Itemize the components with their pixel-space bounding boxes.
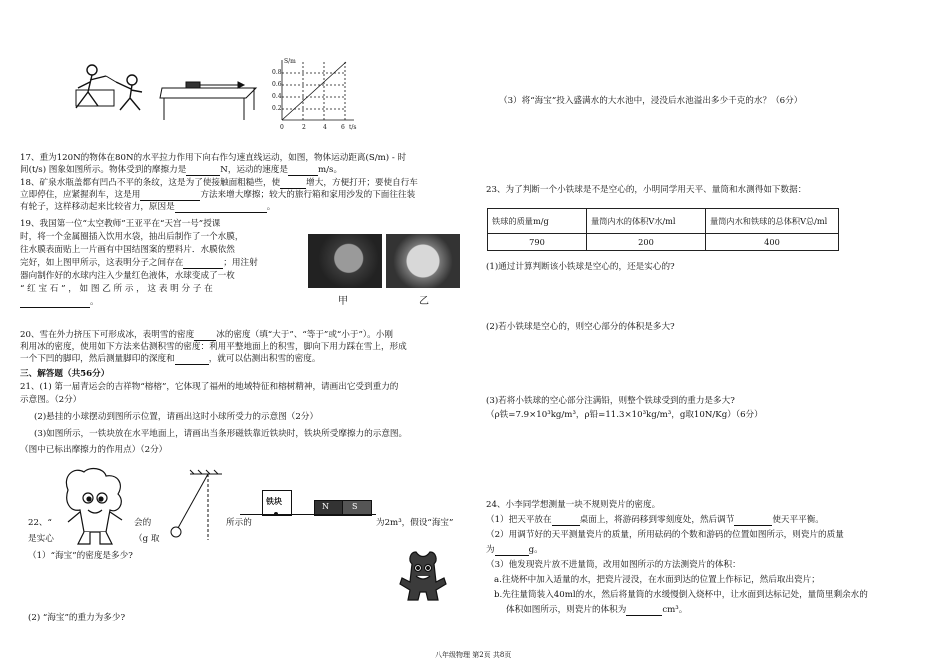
magnet-s-label: S — [352, 502, 358, 511]
tug-figure — [62, 62, 150, 114]
graph-x-tick: 2 — [302, 124, 306, 131]
q22-frag1: 22、“ — [28, 518, 52, 528]
q22-frag3: 所示的 — [226, 518, 252, 528]
q19-line6: “ 红 宝 石 ” ， 如 图 乙 所 示 ， 这 表 明 分 子 在 — [20, 284, 213, 294]
photo-yi — [386, 234, 460, 288]
q22-part3: （3）将“海宝”投入盛满水的大水池中，浸没后水池溢出多少千克的水？（6分） — [499, 96, 803, 106]
q24-step2-answer: 为 g。 — [486, 545, 543, 555]
q19-line5: 器向制作好的水球内注入少量红色液体，水球变成了一枚 — [20, 271, 235, 281]
q18-line3: 有轮子，这样移动起来比较省力，原因是 。 — [20, 202, 276, 212]
table-header-cell: 量筒内水的体积V水/ml — [587, 209, 706, 234]
q22-frag5: 是实心 — [28, 534, 54, 544]
q19-line7: 。 — [20, 297, 99, 308]
graph-x-tick: 6 — [341, 124, 345, 131]
haibao-mascot-figure — [396, 548, 450, 604]
q24-step3b-line2: 体积如图所示，则瓷片的体积为 cm³。 — [506, 605, 688, 615]
q19-line3: 往水膜表面贴上一片画有中国结图案的塑料片．水膜依然 — [20, 245, 235, 255]
q19-line1: 19、我国第一位“太空教师”王亚平在“天宫一号”授课 — [20, 219, 221, 229]
table-cell: 790 — [488, 234, 587, 251]
q19-line2: 时，将一个金属圈插入饮用水袋，抽出后制作了一个水膜， — [20, 232, 244, 242]
q17-line2: 间(t/s) 图象如图所示。物体受到的摩擦力是 N，运动的速度是 m/s。 — [20, 165, 343, 175]
q23-sub1: (1)通过计算判断该小铁球是空心的，还是实心的? — [486, 262, 675, 272]
q18-line1: 18、矿泉水瓶盖都有凹凸不平的条纹，这是为了使接触面粗糙些，使 增大，方便打开；要使自行车 — [20, 178, 418, 188]
q19-line4: 完好，如上图甲所示，这表明分子之间存在 ；用注射 — [20, 258, 258, 268]
q18-line2: 立即停住，应紧握刹车，这是用 方法来增大摩擦；较大的旅行箱和家用沙发的下面往往装 — [20, 190, 416, 200]
ground-line — [240, 514, 376, 515]
table-header-cell: 铁球的质量m/g — [488, 209, 587, 234]
graph-y-label: S/m — [284, 58, 296, 65]
graph-x-tick: 4 — [323, 124, 327, 131]
table-row — [488, 234, 839, 251]
graph-y-tick: 0.4 — [272, 93, 282, 100]
table-header-cell: 量筒内水和铁球的总体积V总/ml — [706, 209, 839, 234]
mascot-rongrong-figure — [60, 466, 130, 548]
graph-y-tick: 0.6 — [272, 81, 282, 88]
q24-step3b-line1: b.先往量筒装入40ml的水，然后将量筒的水缓慢倒入烧杯中，让水面到达标记处，量筒里剩余水的 — [494, 590, 868, 600]
graph-x-tick: 0 — [280, 124, 284, 131]
q22-sub2: (2) “海宝”的重力为多少? — [28, 613, 126, 623]
q21-line2: 示意图。（2分） — [20, 395, 82, 405]
q24-step1: （1）把天平放在 桌面上，将游码移到零刻度处，然后调节 使天平平衡。 — [486, 515, 824, 525]
graph-y-tick: 0.2 — [272, 105, 282, 112]
q24-step2: （2）用调节好的天平测量瓷片的质量，所用砝码的个数和游码的位置如图所示，则瓷片的质量 — [486, 530, 844, 540]
q23-sub2: (2)若小铁球是空心的，则空心部分的体积是多大? — [486, 322, 675, 332]
table-row — [488, 209, 839, 234]
page-footer: 八年级物理 第2页 共8页 — [435, 651, 512, 659]
label-jia: 甲 — [338, 296, 348, 307]
section-3-heading: 三、解答题（共56分） — [20, 369, 110, 379]
friction-point — [274, 512, 278, 516]
q20-line2: 利用冰的密度，使用如下方法来估测积雪的密度：利用平整地面上的积雪，脚向下用力踩在雪上，形成 — [20, 342, 407, 352]
photo-jia — [308, 234, 382, 288]
q22-frag6: （g 取 — [134, 534, 160, 544]
q23-intro: 23、为了判断一个小铁球是不是空心的，小明同学用天平、量筒和水测得如下数据： — [486, 185, 807, 195]
q24-intro: 24、小李同学想测量一块不规则瓷片的密度。 — [486, 500, 661, 510]
label-yi: 乙 — [419, 296, 429, 307]
q21-line4: (3)如图所示，一铁块放在水平地面上，请画出当条形磁铁靠近铁块时，铁块所受摩擦力的示意图。 — [34, 429, 408, 439]
q23-sub3: (3)若将小铁球的空心部分注满铅，则整个铁球受到的重力是多大? — [486, 396, 735, 406]
q24-step3a: a.往烧杯中加入适量的水，把瓷片浸没，在水面到达的位置上作标记，然后取出瓷片； — [494, 575, 820, 585]
iron-block-label: 铁块 — [266, 496, 282, 506]
q23-table — [487, 208, 839, 251]
q22-frag2: 会的 — [134, 518, 152, 528]
pendulum-figure — [160, 470, 226, 544]
q21-line3: (2)悬挂的小球摆动到图所示位置，请画出这时小球所受力的示意图（2分） — [34, 412, 319, 422]
q23-sub3-constants: （ρ铁=7.9×10³kg/m³，ρ铅=11.3×10³kg/m³，g取10N/Kg）（6分） — [486, 410, 763, 420]
graph-y-tick: 0.8 — [272, 69, 282, 76]
magnet-n-label: N — [322, 502, 329, 511]
q20-line1: 20、雪在外力挤压下可形成冰，表明雪的密度 冰的密度（填“大于”、“等于”或“小于”）。小刚 — [20, 330, 393, 340]
table-cell: 200 — [587, 234, 706, 251]
q20-line3: 一个下凹的脚印，然后测量脚印的深度和 ，就可以估测出积雪的密度。 — [20, 354, 321, 364]
block-table-figure — [160, 74, 260, 124]
graph-x-label: t/s — [349, 124, 357, 131]
q22-sub1: （1）“海宝”的密度是多少? — [28, 551, 133, 561]
q21-line5: （图中已标出摩擦力的作用点）（2分） — [20, 445, 168, 455]
q22-frag4: 为2m³，假设“海宝” — [376, 518, 454, 528]
q17-line1: 17、重为120N的物体在80N的水平拉力作用下向右作匀速直线运动，如图，物体运动距离(S/m) - 时 — [20, 153, 407, 163]
q21-line1: 21、(1) 第一届青运会的吉祥物“榕榕”，它体现了福州的地域特征和榕树精神，请画出它受到重力的 — [20, 382, 399, 392]
table-cell: 400 — [706, 234, 839, 251]
q24-step3: （3）他发现瓷片放不进量筒，改用如图所示的方法测瓷片的体积： — [486, 560, 741, 570]
